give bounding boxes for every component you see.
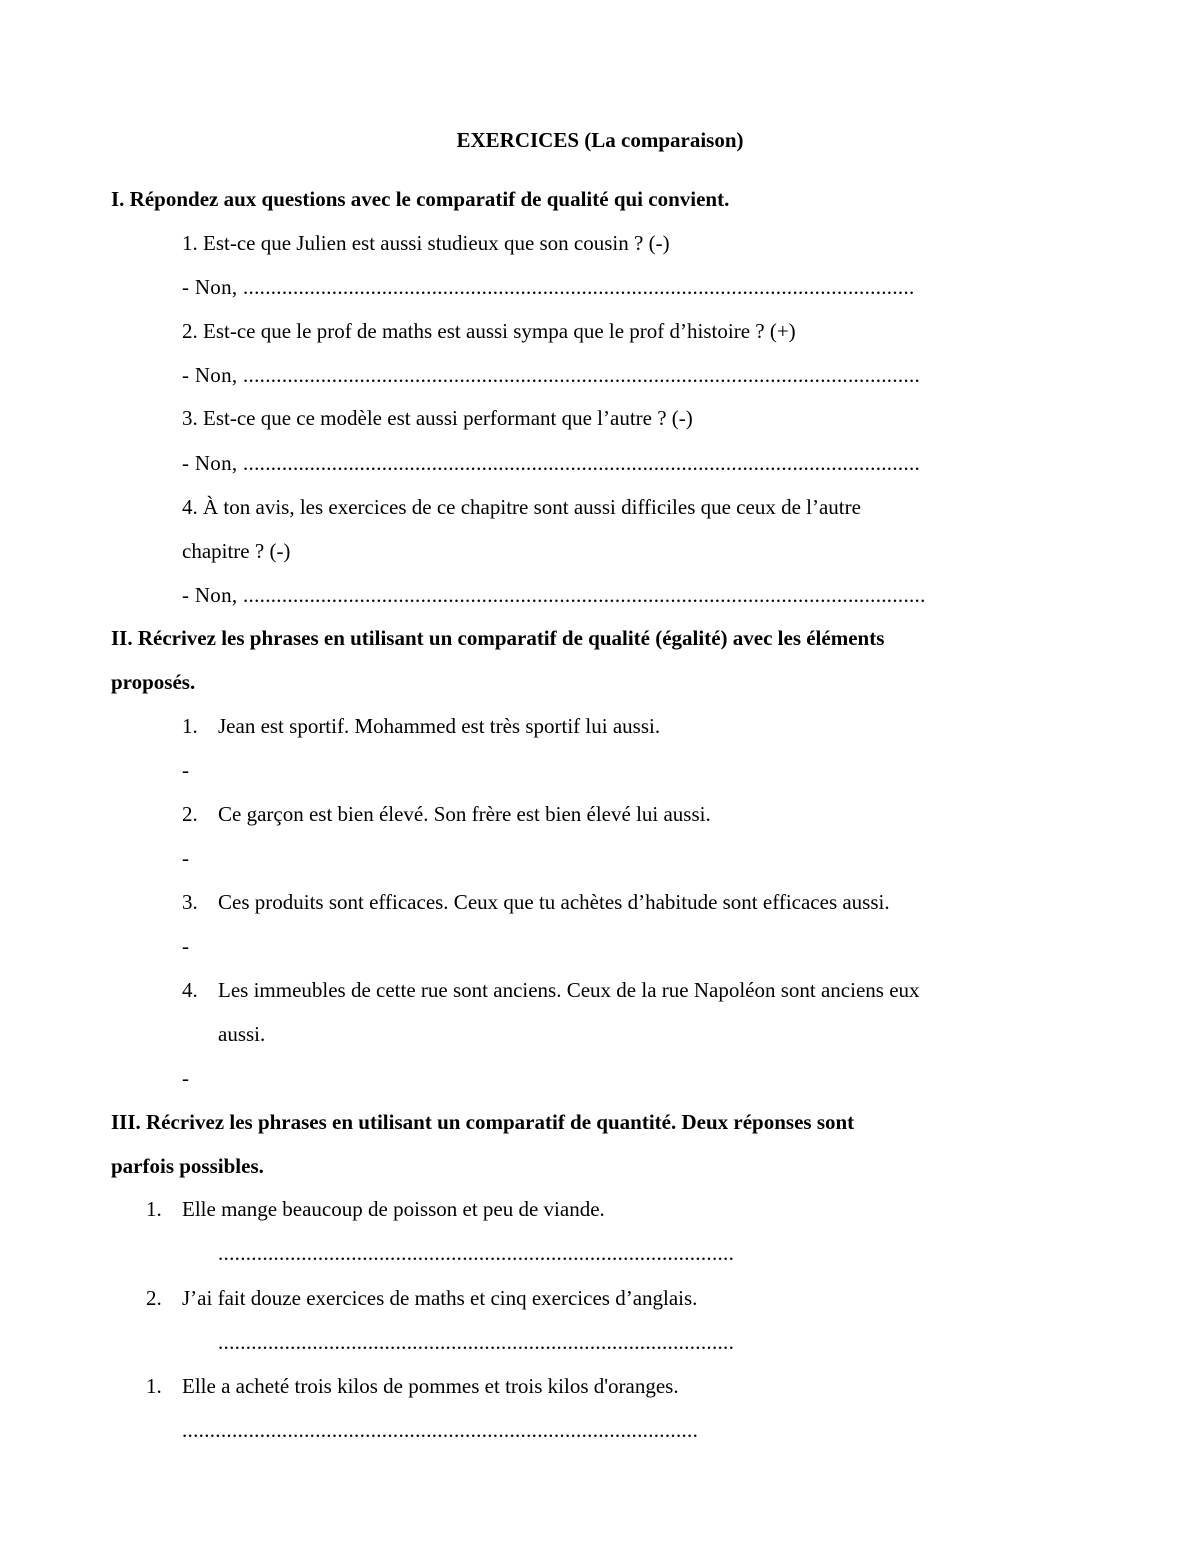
s2-item-4-continued: aussi. [218,1022,266,1046]
s1-question-4-line1: 4. À ton avis, les exercices de ce chapitre sont aussi difficiles que ceux de l’autre [182,495,861,519]
s3-item-1 [146,1195,605,1223]
s2-item-2 [182,800,711,828]
s1-question-3: 3. Est-ce que ce modèle est aussi performant que l’autre ? (-) [182,406,693,430]
section1-heading: I. Répondez aux questions avec le comparatif de qualité qui convient. [111,187,730,211]
s2-item-number: 2. [182,802,198,826]
s1-question-4-line2: chapitre ? (-) [182,539,291,563]
s3-item-text: Elle mange beaucoup de poisson et peu de viande. [182,1197,605,1221]
s2-item-1 [182,712,660,740]
s3-item-number: 1. [146,1374,162,1398]
s2-item-number: 3. [182,890,198,914]
s3-item-number: 2. [146,1286,162,1310]
s3-answer-line-3[interactable]: ............................................................................................. [182,1418,699,1442]
s1-answer-line-3[interactable]: - Non, .......................................................................................................................... [182,451,921,475]
section2-heading-line2: proposés. [111,670,196,694]
s1-answer-line-4[interactable]: - Non, ........................................................................................................................... [182,583,926,607]
s1-question-1: 1. Est-ce que Julien est aussi studieux que son cousin ? (-) [182,231,670,255]
s1-question-2: 2. Est-ce que le prof de maths est aussi sympa que le prof d’histoire ? (+) [182,319,796,343]
s2-item-text: Les immeubles de cette rue sont anciens. Ceux de la rue Napoléon sont anciens eux [218,978,920,1002]
s2-item-3 [182,888,890,916]
section2-heading-line1: II. Récrivez les phrases en utilisant un comparatif de qualité (égalité) avec les éléments [111,626,885,650]
s3-item-text: Elle a acheté trois kilos de pommes et trois kilos d'oranges. [182,1374,679,1398]
s2-item-text: Jean est sportif. Mohammed est très sportif lui aussi. [218,714,661,738]
s2-item-number: 1. [182,714,198,738]
s2-item-4 [182,976,920,1004]
s3-item-text: J’ai fait douze exercices de maths et cinq exercices d’anglais. [182,1286,698,1310]
s2-answer-dash-1[interactable]: - [182,758,189,782]
s3-item-number: 1. [146,1197,162,1221]
page-title: EXERCICES (La comparaison) [456,128,744,152]
s3-answer-line-2[interactable]: ............................................................................................. [218,1330,735,1354]
section3-heading-line1: III. Récrivez les phrases en utilisant un comparatif de quantité. Deux réponses sont [111,1110,855,1134]
section3-heading-line2: parfois possibles. [111,1154,264,1178]
s2-item-text: Ce garçon est bien élevé. Son frère est bien élevé lui aussi. [218,802,711,826]
s1-answer-line-1[interactable]: - Non, ......................................................................................................................... [182,275,915,299]
s2-answer-dash-3[interactable]: - [182,934,189,958]
s3-item-3 [146,1372,679,1400]
s2-item-number: 4. [182,978,198,1002]
s2-item-text: Ces produits sont efficaces. Ceux que tu achètes d’habitude sont efficaces aussi. [218,890,890,914]
s2-answer-dash-4[interactable]: - [182,1066,189,1090]
s3-item-2 [146,1284,697,1312]
s1-answer-line-2[interactable]: - Non, .......................................................................................................................... [182,363,921,387]
s2-answer-dash-2[interactable]: - [182,846,189,870]
s3-answer-line-1[interactable]: ............................................................................................. [218,1241,735,1265]
